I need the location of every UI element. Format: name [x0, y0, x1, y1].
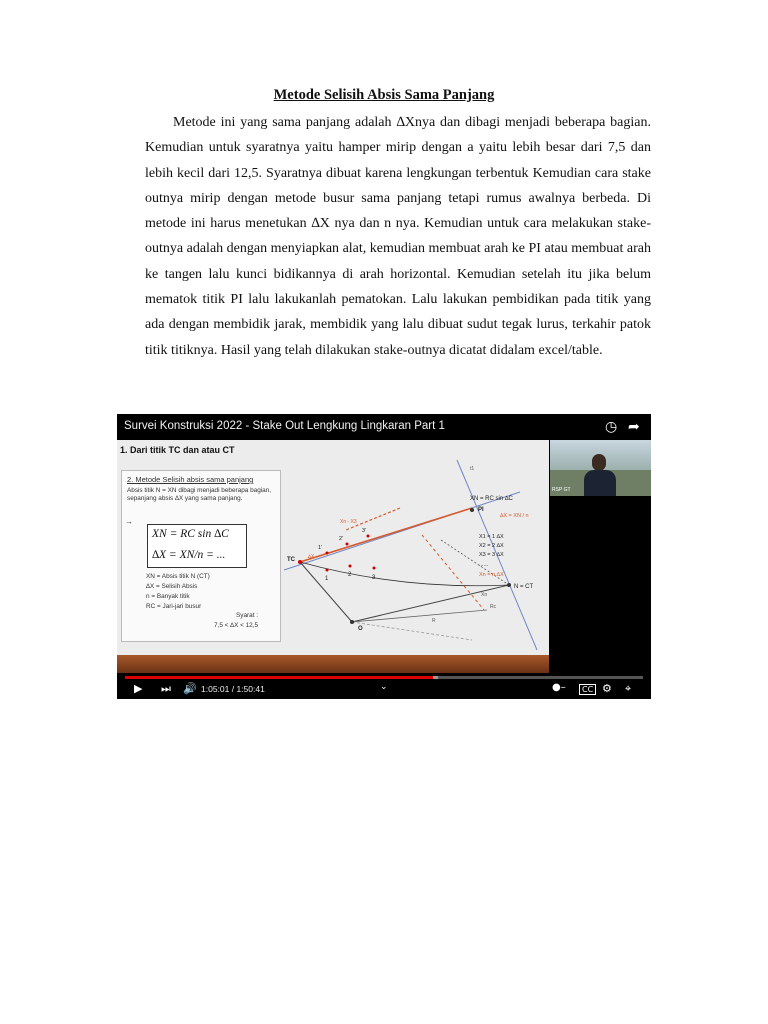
point-1p — [326, 552, 329, 555]
label-3: 3 — [372, 575, 376, 581]
slide-heading: 1. Dari titik TC dan atau CT — [120, 445, 235, 455]
point-1 — [326, 569, 329, 572]
formula-box — [147, 524, 247, 568]
label-dx: ∆X — [308, 554, 315, 560]
play-icon[interactable]: ▶ — [134, 682, 143, 695]
autoplay-toggle-icon[interactable]: ●– — [552, 682, 566, 693]
method-intro: Absis titik N = XN dibagi menjadi beberapa bagian, sepanjang absis ∆X yang sama panjang. — [127, 487, 272, 502]
legend-item: ∆X = Selisih Absis — [146, 583, 198, 590]
document-title: Metode Selisih Absis Sama Panjang — [273, 87, 495, 103]
arc — [300, 562, 509, 586]
diagram-top-formula: XN = RC sin ∆C — [470, 496, 513, 502]
label-tc: TC — [287, 557, 295, 563]
label-t1: t1 — [470, 466, 475, 472]
x-list-item: Xn = n ∆X — [479, 572, 504, 578]
method-section-title: 2. Metode Selisih absis sama panjang — [127, 475, 254, 484]
label-3p: 3' — [362, 528, 367, 534]
condition-note — [214, 611, 258, 631]
volume-icon[interactable]: 🔊 — [183, 682, 197, 695]
captions-icon[interactable]: CC — [579, 684, 596, 695]
r-line — [352, 622, 472, 640]
share-icon[interactable]: ➦ — [628, 419, 640, 435]
x-list-item: X2 = 2 ∆X — [479, 543, 504, 549]
webcam-overlay — [550, 440, 651, 496]
method-box — [121, 470, 281, 642]
label-1p: 1' — [318, 545, 323, 551]
time-display: 1:05:01 / 1:50:41 — [201, 684, 265, 694]
label-xn-x3: Xn - X3 — [340, 519, 357, 525]
legend-item: XN = Absis titik N (CT) — [146, 573, 210, 580]
label-2: 2 — [348, 572, 352, 578]
slide-frame — [117, 440, 549, 655]
legend-item: RC = Jari-jari busur — [146, 603, 202, 610]
label-2p: 2' — [339, 536, 344, 542]
video-player[interactable] — [117, 414, 651, 699]
progress-bar[interactable] — [125, 676, 433, 679]
point-pi — [470, 508, 474, 512]
legend-list — [146, 572, 210, 612]
radius-line-ct — [352, 585, 509, 622]
condition-label: Syarat : — [236, 612, 259, 619]
arrow-icon: → — [125, 517, 133, 526]
chevron-down-icon[interactable]: ⌄ — [380, 682, 388, 692]
player-controls — [117, 673, 651, 699]
next-icon[interactable]: ⏭ — [161, 682, 171, 695]
point-2p — [346, 543, 349, 546]
presenter-head — [592, 454, 606, 471]
label-r: R — [432, 618, 436, 624]
x-axis-line — [300, 508, 472, 562]
formula-dx: ∆X = XN/n = ... — [152, 549, 226, 561]
label-rc: Rc — [490, 604, 497, 610]
label-o: O — [358, 626, 363, 632]
condition-value: 7,5 < ∆X < 12,5 — [214, 622, 259, 629]
label-1: 1 — [325, 576, 329, 582]
x-list-item: X1 = 1 ∆X — [479, 534, 504, 540]
x-list-item: X3 = 3 ∆X — [479, 552, 504, 558]
tangent-line — [284, 492, 520, 570]
point-o — [350, 620, 354, 624]
dashed-line — [422, 535, 484, 610]
stakeout-diagram — [282, 440, 549, 655]
document-body: Metode ini yang sama panjang adalah ∆Xnya dan dibagi menjadi beberapa bagian. Kemudian untuk syaratnya yaitu hamper mirip dengan a yaitu lebih besar dari 7,5 dan lebih kecil dari 12,5. Syaratnya dibuat karena lengkungan terbentuk Kemudian cara stake outnya mirip dengan metode busur sama panjang tetapi rumus awalnya berbeda. Di metode ini harus menetukan ∆X nya dan n nya. Kemudian untuk cara melakukan stake-outnya adalah dengan menyiapkan alat, kemudian membuat arah ke PI atau membuat arah ke tangen lalu kunci bidikannya di arah horizontal. Kemudian setelah itu jika belum mematok titik PI lalu lakukanlah pematokan. Lalu lakukan pembidikan pada titik yang ada dengan membidik jarak, membidik yang lalu dibuat sudut tegak lurus, terkahir patok titik titiknya. Hasil yang telah dilakukan stake-outnya dicatat didalam excel/table. — [145, 115, 651, 358]
legend-item: n = Banyak titik — [146, 593, 190, 600]
point-ct — [507, 583, 511, 587]
label-n-ct: N = CT — [514, 584, 534, 590]
diagram-dx-formula: ∆X = XN / n — [500, 513, 529, 519]
point-tc — [298, 560, 302, 564]
x-list-item: ...... — [479, 562, 489, 568]
clock-icon[interactable]: ◷ — [605, 419, 618, 435]
point-2 — [349, 565, 352, 568]
point-3 — [373, 567, 376, 570]
formula-xn: XN = RC sin ∆C — [152, 528, 229, 540]
rc-line — [352, 610, 487, 622]
point-3p — [367, 535, 370, 538]
webcam-label: RSP GT — [552, 487, 571, 493]
label-pi: PI — [478, 507, 484, 513]
label-xn: Xn — [481, 592, 488, 598]
video-title[interactable]: Survei Konstruksi 2022 - Stake Out Lengkung Lingkaran Part 1 — [124, 420, 445, 432]
presenter-body — [584, 470, 616, 496]
slide-footer-bar — [117, 655, 549, 673]
settings-icon[interactable]: ⚙ — [602, 682, 612, 695]
exit-fullscreen-icon[interactable]: ⌖ — [625, 682, 632, 695]
